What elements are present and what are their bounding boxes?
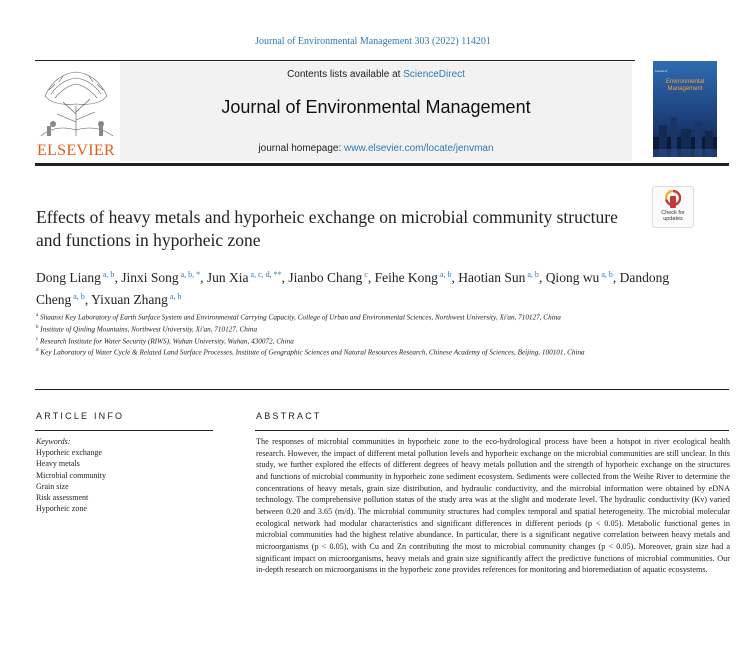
author-item[interactable] — [121, 270, 200, 285]
journal-title[interactable]: Journal of Environmental Management — [221, 97, 531, 117]
author-list — [36, 265, 676, 309]
author-separator: , — [84, 292, 92, 307]
journal-homepage-link[interactable]: www.elsevier.com/locate/jenvman — [344, 143, 494, 154]
article-title: Effects of heavy metals and hyporheic exchange on microbial community structure and functions in hyporheic zone — [36, 207, 618, 250]
author-separator: , — [200, 270, 207, 285]
keyword-item[interactable]: Microbial community — [36, 470, 106, 480]
keyword-item[interactable]: Heavy metals — [36, 459, 80, 469]
check-updates-line1: Check for — [661, 210, 685, 216]
author-name[interactable]: Qiong wu — [545, 270, 600, 285]
author-name[interactable]: Yixuan Zhang — [91, 292, 168, 307]
keyword-item[interactable]: Hyporheic zone — [36, 504, 87, 514]
affiliation-text: Key Laboratory of Water Cycle & Related Land Surface Processes, Institute of Geographic Sciences and Natural Resources Research, Chinese Academy of Sciences, Beijing, 100101, China — [38, 348, 585, 357]
affiliation-text: Shaanxi Key Laboratory of Earth Surface System and Environmental Carrying Capacity, College of Urban and Environmental Sciences, Northwest University, Xi'an, 710127, China — [38, 313, 561, 322]
author-affiliation-marks[interactable]: a, b, * — [178, 270, 201, 279]
affiliation-list — [36, 311, 636, 358]
author-affiliation-marks[interactable]: a, c, d, ** — [248, 270, 282, 279]
author-item[interactable] — [458, 270, 539, 285]
affiliation-key: d — [36, 348, 39, 354]
cover-small-text: Journal of — [655, 69, 668, 73]
check-updates-label — [653, 210, 693, 222]
elsevier-tree-icon — [35, 66, 117, 138]
keyword-item[interactable]: Risk assessment — [36, 493, 89, 503]
banner-bottom-rule — [35, 163, 729, 166]
keywords-list — [36, 447, 214, 514]
affiliation-item — [36, 323, 636, 335]
author-separator: , — [281, 270, 289, 285]
homepage-prefix: journal homepage: — [258, 143, 345, 154]
author-affiliation-marks[interactable]: c — [362, 270, 368, 279]
author-separator: , — [451, 270, 459, 285]
journal-citation[interactable]: Journal of Environmental Management 303 (2022) 114201 — [255, 36, 491, 47]
author-separator: , — [612, 270, 620, 285]
cover-title: Environmental Management — [665, 79, 705, 92]
author-separator: , — [114, 270, 122, 285]
homepage-line — [120, 143, 632, 154]
keyword-item[interactable]: Hyporheic exchange — [36, 448, 102, 458]
author-affiliation-marks[interactable]: a, b — [100, 270, 115, 279]
keyword-item[interactable]: Grain size — [36, 481, 69, 491]
journal-cover-image[interactable] — [653, 61, 717, 157]
author-item[interactable] — [91, 292, 181, 307]
author-name[interactable]: Jinxi Song — [121, 270, 179, 285]
affiliation-item — [36, 311, 636, 323]
author-affiliation-marks[interactable]: a, b — [167, 292, 182, 301]
check-updates-icon — [665, 190, 681, 209]
author-name[interactable]: Jianbo Chang — [288, 270, 363, 285]
elsevier-logo[interactable] — [35, 66, 117, 162]
author-affiliation-marks[interactable]: a, b — [525, 270, 539, 279]
check-updates-line2: updates — [663, 216, 683, 222]
author-name[interactable]: Haotian Sun — [458, 270, 526, 285]
affiliation-key: c — [36, 336, 39, 342]
abstract-heading: ABSTRACT — [256, 411, 322, 421]
affiliation-item — [36, 346, 636, 358]
abstract-rule — [255, 430, 729, 431]
check-for-updates-button[interactable] — [652, 186, 694, 228]
affiliation-text: Institute of Qinling Mountains, Northwest University, Xi'an, 710127, China — [38, 325, 258, 334]
author-separator: , — [538, 270, 546, 285]
author-item[interactable] — [207, 270, 282, 285]
author-separator: , — [367, 270, 375, 285]
author-item[interactable] — [36, 270, 114, 285]
article-info-rule — [35, 430, 213, 431]
affiliation-text: Research Institute for Water Security (RIWS), Wuhan University, Wuhan, 430072, China — [38, 336, 294, 345]
author-name[interactable]: Dandong Cheng — [36, 270, 670, 307]
keywords-heading: Keywords: — [36, 437, 71, 446]
affiliation-rule — [35, 389, 729, 390]
author-affiliation-marks[interactable]: a, b — [437, 270, 452, 279]
author-affiliation-marks[interactable]: a, b — [599, 270, 613, 279]
author-name[interactable]: Dong Liang — [36, 270, 101, 285]
affiliation-item — [36, 335, 636, 347]
author-item[interactable] — [546, 270, 613, 285]
author-item[interactable] — [288, 270, 367, 285]
elsevier-wordmark: ELSEVIER — [37, 142, 115, 159]
keywords-section — [36, 436, 214, 514]
article-info-heading: ARTICLE INFO — [36, 411, 125, 421]
affiliation-key: a — [36, 313, 39, 318]
cover-cityscape-icon — [653, 107, 717, 157]
abstract-text: The responses of microbial communities in hyporheic zone to the eco-hydrological process have been a hotspot in river ecological health research. However, the impact of different metal pollution levels and hyporheic exchange on the microbial communities are still unclear. In this study, we further explored the effects of different degrees of heavy metals pollution and the strength of hyporheic exchange on the structures and functions of microbial community in hyporheic zone sediment ecosystem. Sediments were collected from the Weihe River to determine the concentrations of heavy metals, grain size distribution, and hydraulic conductivity, and the microbial information were obtained by eDNA technology. The comprehensive pollution status of the study area was at the slight and moderate level. The hydraulic conductivity (Kv) varied between 0.20 and 3.65 (m/d). The microbial community structures had complex temporal and spatial heterogeneity. The microbial molecular ecological network had modular characteristics and significant differences in different periods (p < 0.05). Metabolic functional genes in microbial communities had the highest relative abundance. In particular, there is a significant negative correlation between heavy metals and microorganisms (p < 0.05), with Cu and Zn contributing the most to microbial community changes (p < 0.05). Moreover, grain size had a significant impact on microorganisms, heavy metals and grain size significantly affect the predictive functions of microbial communities. Our in-depth research on microorganisms in the hyporheic zone provides references for monitoring and bioremediation of aquatic ecosystems. — [256, 437, 730, 575]
author-item[interactable] — [375, 270, 452, 285]
author-name[interactable]: Feihe Kong — [374, 270, 438, 285]
author-affiliation-marks[interactable]: a, b — [71, 292, 85, 301]
author-name[interactable]: Jun Xia — [206, 270, 249, 285]
contents-line — [120, 69, 632, 80]
sciencedirect-link[interactable]: ScienceDirect — [403, 69, 465, 80]
affiliation-key: b — [36, 324, 39, 330]
contents-prefix: Contents lists available at — [287, 69, 404, 80]
